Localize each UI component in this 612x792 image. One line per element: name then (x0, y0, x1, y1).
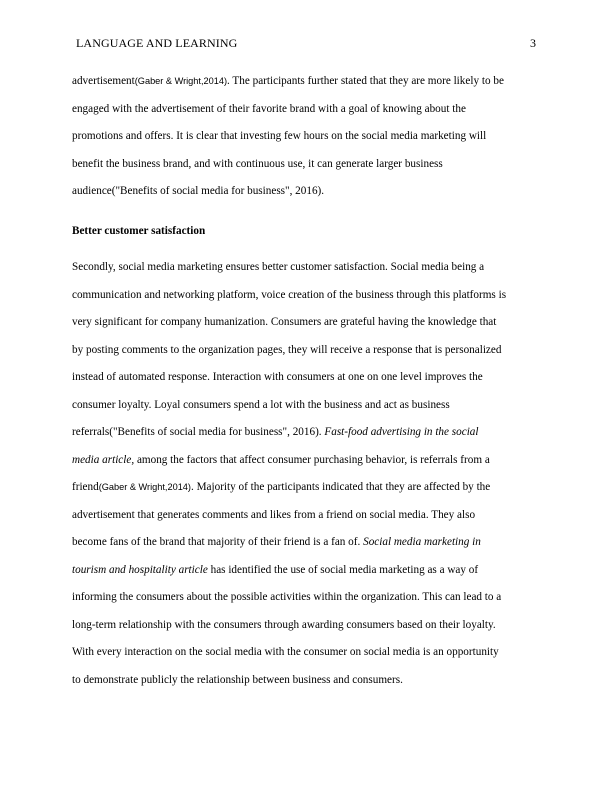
text-line: friend(Gaber & Wright,2014). Majority of the participants indicated that they are affected by the (72, 481, 491, 493)
text-line: advertisement(Gaber & Wright,2014). The participants further stated that they are more likely to be (72, 75, 504, 87)
text-line: long-term relationship with the consumers through awarding consumers based on their loyalty. (72, 618, 496, 631)
text-line: promotions and offers. It is clear that investing few hours on the social media marketing will (72, 130, 487, 142)
text-line: tourism and hospitality article has identified the use of social media marketing as a way of (72, 563, 479, 576)
article-title: Social media marketing in (363, 536, 481, 548)
text-line: informing the consumers about the possible activities within the organization. This can lead to a (72, 591, 502, 603)
text-line: media article, among the factors that affect consumer purchasing behavior, is referrals from a (72, 453, 490, 466)
article-title: tourism and hospitality article (72, 563, 208, 576)
paragraph-customer-satisfaction (72, 254, 542, 694)
running-header-title: LANGUAGE AND LEARNING (76, 36, 238, 50)
text-line: communication and networking platform, voice creation of the business through this platforms is (72, 288, 507, 301)
text-line: very significant for company humanization. Consumers are grateful having the knowledge that (72, 316, 497, 328)
text-line: benefit the business brand, and with continuous use, it can generate larger business (72, 157, 443, 170)
text-line: instead of automated response. Interaction with consumers at one on one level improves the (72, 371, 483, 383)
section-heading: Better customer satisfaction (72, 225, 206, 237)
citation: (Gaber & Wright,2014) (98, 482, 191, 492)
text-line: consumer loyalty. Loyal consumers spend a lot with the business and act as business (72, 398, 450, 411)
article-title: Fast-food advertising in the social (324, 426, 479, 438)
text-line: engaged with the advertisement of their favorite brand with a goal of knowing about the (72, 102, 466, 115)
text-line: to demonstrate publicly the relationship between business and consumers. (72, 673, 403, 686)
citation: (Gaber & Wright,2014) (134, 76, 228, 86)
text-line: advertisement that generates comments and likes from a friend on social media. They also (72, 508, 476, 521)
paragraph-advertisement (72, 68, 542, 206)
text-line: become fans of the brand that majority of their friend is a fan of. Social media marketing in (72, 536, 481, 548)
text-line: Secondly, social media marketing ensures better customer satisfaction. Social media being a (72, 261, 485, 273)
text-line: audience("Benefits of social media for business", 2016). (72, 185, 325, 197)
text-line: by posting comments to the organization pages, they will receive a response that is personalized (72, 343, 502, 356)
article-title: media article, (72, 453, 135, 466)
text-line: With every interaction on the social media with the consumer on social media is an opportunity (72, 646, 499, 658)
text-line: referrals("Benefits of social media for business", 2016). Fast-food advertising in the social (72, 426, 479, 438)
page-number: 3 (530, 36, 536, 50)
